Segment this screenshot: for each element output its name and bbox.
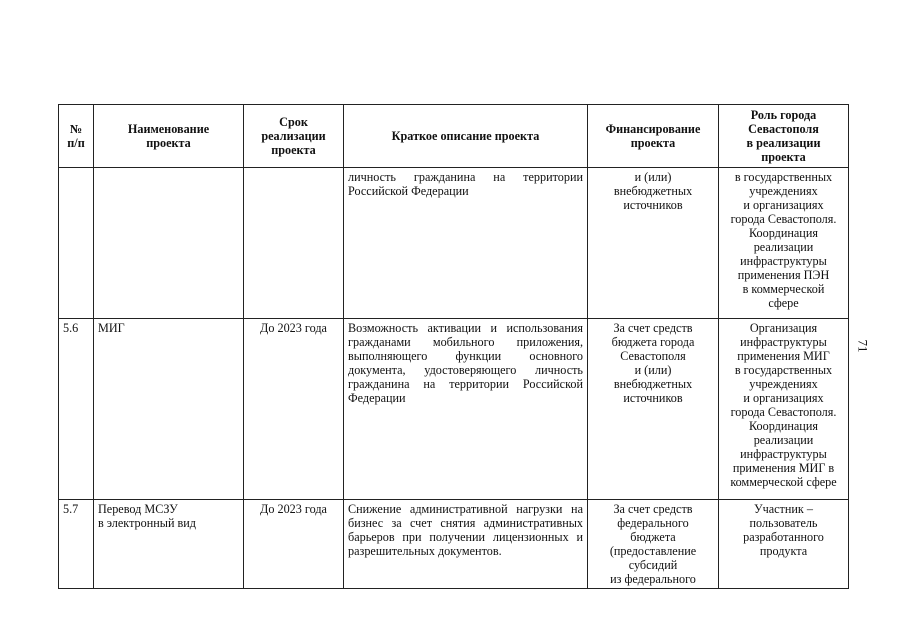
header-num: № п/п <box>59 105 94 168</box>
cell-description: Снижение административной нагрузки на бизнес за счет снятия административных барьеров при получении лицензионных и разрешительных документов. <box>344 500 588 589</box>
header-description: Краткое описание проекта <box>344 105 588 168</box>
header-name: Наименование проекта <box>94 105 244 168</box>
cell-description: личность гражданина на территории Российской Федерации <box>344 168 588 319</box>
cell-financing: и (или) внебюджетных источников <box>588 168 719 319</box>
cell-name: МИГ <box>94 319 244 500</box>
cell-financing: За счет средств федерального бюджета (предоставление субсидий из федерального <box>588 500 719 589</box>
cell-name <box>94 168 244 319</box>
cell-num <box>59 168 94 319</box>
header-role: Роль города Севастополя в реализации проекта <box>719 105 849 168</box>
table-row <box>59 168 849 319</box>
page-number: 71 <box>855 339 871 353</box>
cell-num: 5.7 <box>59 500 94 589</box>
table-row <box>59 500 849 589</box>
cell-num: 5.6 <box>59 319 94 500</box>
projects-table <box>58 104 849 589</box>
table-row <box>59 319 849 500</box>
cell-role: Участник – пользователь разработанного продукта <box>719 500 849 589</box>
header-term: Срок реализации проекта <box>244 105 344 168</box>
cell-financing: За счет средств бюджета города Севастополя и (или) внебюджетных источников <box>588 319 719 500</box>
table-header-row <box>59 105 849 168</box>
header-financing: Финансирование проекта <box>588 105 719 168</box>
cell-role: Организация инфраструктуры применения МИГ в государственных учреждениях и организациях города Севастополя. Координация реализации инфраструктуры применения МИГ в коммерческой сфере <box>719 319 849 500</box>
cell-role: в государственных учреждениях и организациях города Севастополя. Координация реализации инфраструктуры применения ПЭН в коммерческой сфере <box>719 168 849 319</box>
cell-description: Возможность активации и использования гражданами мобильного приложения, выполняющего функции основного документа, удостоверяющего личность гражданина на территории Российской Федерации <box>344 319 588 500</box>
cell-term: До 2023 года <box>244 319 344 500</box>
cell-term: До 2023 года <box>244 500 344 589</box>
cell-name: Перевод МСЗУ в электронный вид <box>94 500 244 589</box>
cell-term <box>244 168 344 319</box>
